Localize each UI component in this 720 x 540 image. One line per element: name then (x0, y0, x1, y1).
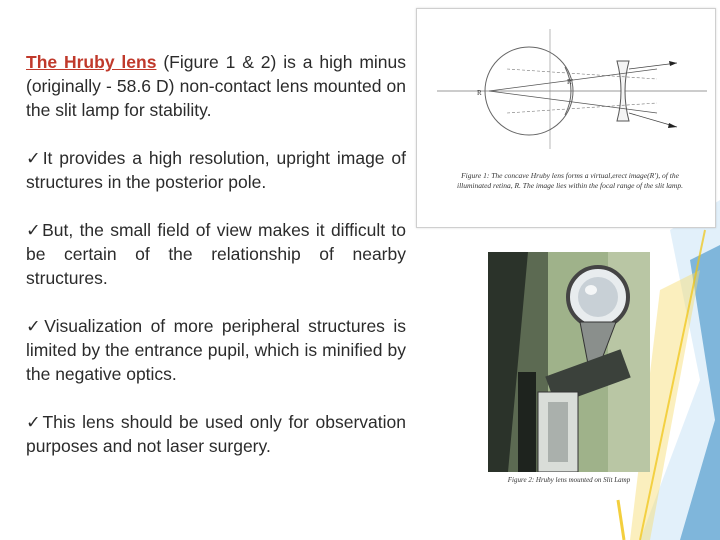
check-icon: ✓ (26, 316, 45, 336)
bullet-4-text: This lens should be used only for observation purposes and not laser surgery. (26, 412, 406, 456)
bullet-3-text: Visualization of more peripheral structures is limited by the entrance pupil, which is minified by the negative optics. (26, 316, 406, 384)
label-r: R (477, 89, 482, 97)
hruby-lens-link[interactable]: The Hruby lens (26, 52, 157, 72)
check-icon: ✓ (26, 412, 43, 432)
text-column (26, 50, 406, 482)
figure-2-photo (488, 252, 650, 472)
bullet-3 (26, 314, 406, 386)
intro-text: (Figure 1 & 2) is a high minus (originally - 58.6 D) non-contact lens mounted on the slit lamp for stability. (26, 52, 406, 120)
bullet-4 (26, 410, 406, 458)
hruby-lens-photo (488, 252, 650, 472)
bullet-2-text: But, the small field of view makes it difficult to be certain of the relationship of nearby structures. (26, 220, 406, 288)
intro-paragraph (26, 50, 406, 122)
figure-2-caption: Figure 2: Hruby lens mounted on Slit Lamp (507, 476, 631, 484)
label-r-prime: R' (567, 78, 573, 86)
bullet-2 (26, 218, 406, 290)
check-icon: ✓ (26, 148, 43, 168)
figure-1-caption: Figure 1: The concave Hruby lens forms a virtual,erect image(R'), of the illuminated retina, R. The image lies within the focal range of the slit lamp. (457, 171, 683, 190)
bullet-1-text: It provides a high resolution, upright image of structures in the posterior pole. (26, 148, 407, 192)
check-icon: ✓ (26, 220, 43, 240)
figure-1 (416, 8, 716, 228)
bullet-1 (26, 146, 406, 194)
optics-diagram (417, 9, 715, 169)
